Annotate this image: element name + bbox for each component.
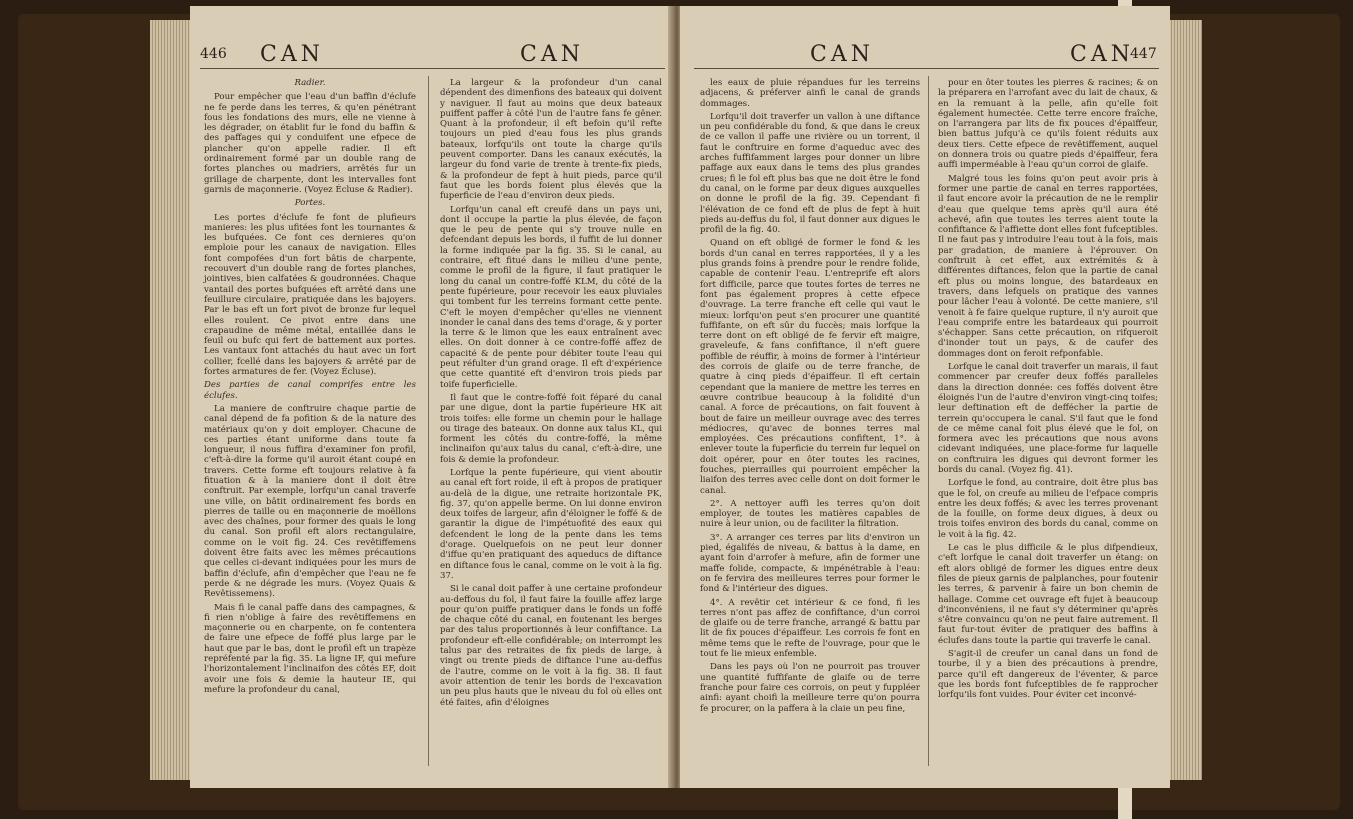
right-page-number: 447 (1130, 46, 1157, 62)
right-column-rule (928, 76, 929, 766)
paragraph: 2°. A nettoyer auffi les terres qu'on doit employer, de toutes les matières capables de nuire à leur union, ou de faciliter la filtration. (700, 498, 920, 530)
right-running-head-1: CAN (810, 42, 874, 67)
section-subtitle: Des parties de canal comprifes entre les éclufes. (204, 380, 416, 401)
right-column-1 (700, 78, 920, 717)
left-page-number: 446 (200, 46, 227, 62)
paragraph: pour en ôter toutes les pierres & racines; & on la préparera en l'arrofant avec du lait de chaux, & en la remuant à la pelle, afin qu'elle foit également humectée. Cette terre encore fraîche, on l'arrangera par lits de fix pouces d'épaiffeur, bien battus jufqu'à ce qu'ils foient réduits aux deux tiers. Cette efpece de revêtiffement, auquel on donnera trois ou quatre pieds d'épaiffeur, fera auffi imperméable à l'eau qu'un corroi de glaife. (938, 78, 1158, 171)
paragraph: 4°. A revêtir cet intérieur & ce fond, fi les terres n'ont pas affez de confiftance, d'un corroi de glaife ou de terre franche, arrangé & battu par lit de fix pouces d'épaiffeur. Les corrois fe font en même tems que le refte de l'ouvrage, pour que le tout fe lie mieux enfemble. (700, 597, 920, 660)
paragraph: Malgré tous les foins qu'on peut avoir pris à former une partie de canal en terres rapportées, il faut encore avoir la précaution de ne le remplir d'eau que quelque tems après qu'il aura été achevé, afin que toutes les terres aient toute la confiftance & l'affiette dont elles font fufceptibles. Il ne faut pas y introduire l'eau tout à la fois, mais par gradation, de maniere à l'éprouver. On conftruit à cet effet, aux extrémités & à différentes diftances, felon que la partie de canal eft plus ou moins longue, des batardeaux en travers, dans lefquels on pratique des vannes pour lâcher l'eau à volonté. De cette maniere, s'il venoit à fe faire quelque rupture, il n'y auroit que l'eau comprife entre les batardeaux qui pourroit s'échapper. Sans cette précaution, on rifqueroit d'inonder tout un pays, & de caufer des dommages dont on feroit refponfable. (938, 173, 1158, 359)
section-title: Radier. (294, 78, 326, 88)
paragraph: Il faut que le contre-foffé foit féparé du canal par une digue, dont la partie fupérieure HK ait trois toifes: elle forme un chemin pour le hallage ou tirage des bateaux. On donne aux talus KL, qui forment les côtés du contre-foffé, la même inclinaifon qu'aux talus du canal, c'eft-à-dire, une fois & demie la profondeur. (440, 392, 662, 465)
section-title: Portes. (294, 198, 326, 209)
paragraph: Quand on eft obligé de former le fond & les bords d'un canal en terres rapportées, il y a les plus grands foins à prendre pour le rendre folide, capable de contenir l'eau. L'entreprife eft alors fort difficile, parce que toutes fortes de terres ne font pas également propres à cette efpece d'ouvrage. La terre franche eft celle qui vaut le mieux: lorfqu'on peut s'en procurer une quantité fuffifante, on eft sûr du fuccès; mais lorfque la terre dont on eft obligé de fe fervir eft maigre, graveleufe, & fans confiftance, il n'eft guere poffible de réuffir, à moins de former à l'intérieur des corrois de glaife ou de terre franche, de quatre à cinq pieds d'épaiffeur. Il eft certain cependant que la maniere de mettre les terres en œuvre contribue beaucoup à la folidité d'un canal. A force de précautions, on fait fouvent à bout de faire un meilleur ouvrage avec des terres médiocres, qu'avec de bonnes terres mal employées. Ces précautions confiftent, 1°. à enlever toute la fuperficie du terrein fur lequel on doit opérer, pour en ôter toutes les racines, fouches, pierrailles qui pourroient empêcher la liaifon des terres avec celle dont on doit former le canal. (700, 238, 920, 496)
paragraph: les eaux de pluie répandues fur les terreins adjacens, & préferver ainfi le canal de grands dommages. (700, 78, 920, 109)
right-page-edges (1168, 20, 1202, 780)
paragraph: Lorfque le fond, au contraire, doit être plus bas que le fol, on creufe au milieu de l'efpace compris entre les deux foffés; & avec les terres provenant de la fouille, on forme deux digues, à deux ou trois toifes environ des bords du canal, comme on le voit à la fig. 42. (938, 478, 1158, 540)
left-running-head-2: CAN (520, 42, 584, 67)
paragraph: La largeur & la profondeur d'un canal dépendent des dimenfions des bateaux qui doivent y naviguer. Il faut au moins que deux bateaux puiffent paffer à côté l'un de l'autre fans fe gêner. Quant à la profondeur, il eft befoin qu'il refte toujours un pied d'eau fous les plus grands bateaux, lorfqu'ils ont toute la charge qu'ils peuvent comporter. Dans les canaux exécutés, la largeur du fond varie de trente à trente-fix pieds, & la profondeur de fept à huit pieds, parce qu'il faut que les bords foient plus élevés que la fuperficie de l'eau d'environ deux pieds. (440, 78, 662, 202)
right-column-2 (938, 78, 1158, 704)
paragraph: Mais fi le canal paffe dans des campagnes, & fi rien n'oblige à faire des revêtiffemens en maçonnerie ou en charpente, on fe contentera de faire une efpece de foffé plus large par le haut que par le bas, dont le profil eft un trapèze repréfenté par la fig. 35. La ligne IF, qui mefure l'horizontalement l'inclinaifon des côtés EF, doit avoir une fois & demie la hauteur IE, qui mefure la profondeur du canal, (204, 602, 416, 695)
paragraph: 3°. A arranger ces terres par lits d'environ un pied, égalifés de niveau, & battus à la dame, en ayant foin d'arrofer à mefure, afin de former une maffe folide, compacte, & impénétrable à l'eau: on fe fervira des meilleures terres pour former le fond & l'intérieur des digues. (700, 532, 920, 595)
left-column-2 (440, 78, 662, 711)
left-page (190, 6, 675, 788)
paragraph: Dans les pays où l'on ne pourroit pas trouver une quantité fuffifante de glaife ou de terre franche pour faire ces corrois, on peut y fuppléer ainfi: ayant choifi la meilleure terre qu'on pourra fe procurer, on la paffera à la claie un peu fine, (700, 662, 920, 714)
left-column-rule (428, 76, 429, 766)
paragraph: Si le canal doit paffer à une certaine profondeur au-deffous du fol, il faut faire la fouille affez large pour qu'on puiffe pratiquer dans le fonds un foffé de chaque côté du canal, en foutenant les berges par des talus proportionnés à leur confiftance. La profondeur eft-elle confidérable; on interrompt les talus par des retraites de fix pieds de large, à vingt ou trente pieds de diftance l'une au-deffus de l'autre, comme on le voit à la fig. 38. Il faut avoir attention de tenir les bords de l'excavation un peu plus hauts que le niveau du fol où elles ont été faites, afin d'éloignes (440, 584, 662, 708)
right-page (680, 6, 1170, 788)
paragraph: Lorfqu'un canal eft creufé dans un pays uni, dont il occupe la partie la plus élevée, de façon que le peu de pente qui s'y trouve nulle en defcendant depuis les bords, il fuffit de lui donner la forme indiquée par la fig. 35. Si le canal, au contraire, eft fitué dans le milieu d'une pente, comme le profil de la figure, il faut pratiquer le long du canal un contre-foffé KLM, du côté de la pente fupérieure, pour recevoir les eaux pluviales qui tombent fur les terreins formant cette pente. C'eft le moyen d'empêcher qu'elles ne viennent inonder le canal dans des tems d'orage, & y porter la terre & le limon que les eaux entraînent avec elles. On doit donner à ce contre-foffé affez de capacité & de pente pour débiter toute l'eau qui peut réfulter d'un grand orage. Il eft d'expérience que cette quantité eft d'environ trois pieds par toife fuperficielle. (440, 204, 662, 390)
paragraph: S'agit-il de creufer un canal dans un fond de tourbe, il y a bien des précautions à prendre, parce qu'il eft dangereux de l'éventer, & parce que les bords font fufceptibles de fe rapprocher lorfqu'ils font vuides. Pour éviter cet inconvé- (938, 649, 1158, 701)
left-page-edges (150, 20, 192, 780)
left-column-1 (204, 78, 416, 698)
paragraph: Le cas le plus difficile & le plus difpendieux, c'eft lorfque le canal doit traverfer un étang: on eft alors obligé de former les digues entre deux files de pieux garnis de palplanches, pour foutenir les terres, & parvenir à faire un bon chemin de hallage. Comme cet ouvrage eft fujet à beaucoup d'inconvéniens, il ne faut s'y déterminer qu'après s'être convaincu qu'on ne peut faire autrement. Il faut fur-tout éviter de pratiquer des baffins à éclufes dans toute la partie qui traverfe le canal. (938, 543, 1158, 646)
paragraph: Les portes d'éclufe fe font de plufieurs manieres: les plus ufitées font les tournantes & les bufquées. Ce font ces dernieres qu'on emploie pour les canaux de navigation. Elles font compofées d'un fort bâtis de charpente, recouvert d'un double rang de fortes planches, jointives, bien calfatées & goudronnées. Chaque vantail des portes bufquées eft arrêté dans une feuillure circulaire, pratiquée dans les bajoyers. Par le bas eft un fort pivot de bronze fur lequel elles roulent. Ce pivot entre dans une crapaudine de même métal, entaillée dans le feuil ou bufc qui fert de battement aux portes. Les vantaux font attachés du haut avec un fort collier, fcellé dans les bajoyers & arrêté par de fortes armatures de fer. (Voyez Écluse). (204, 212, 416, 378)
paragraph: Lorfque le canal doit traverfer un marais, il faut commencer par creufer deux foffés paralleles dans la direction donnée: ces foffés doivent être éloignés l'un de l'autre d'environ vingt-cinq toifes; leur deftination eft de deffécher la partie de terrein qu'occupera le canal. S'il faut que le fond de ce même canal foit plus élevé que le fol, on formera avec les précautions que nous avons cidevant indiquées, une place-forme fur laquelle on conftruira les digues qui devront former les bords du canal. (Voyez fig. 41). (938, 362, 1158, 475)
left-header-rule (200, 68, 665, 69)
left-running-head-1: CAN (260, 42, 324, 67)
paragraph: La maniere de conftruire chaque partie de canal dépend de fa pofition & de la nature des matériaux qu'on y doit employer. Chacune de ces parties étant uniforme dans toute fa longueur, il nous fuffira d'examiner fon profil, c'eft-à-dire la forme qu'il auroit étant coupé en travers. Cette forme eft toujours relative à fa fituation & à la maniere dont il doit être conftruit. Par exemple, lorfqu'un canal traverfe une ville, on bâtit ordinairement fes bords en pierres de taille ou en maçonnerie de moëllons avec des chaînes, pour former des quais le long du canal. Son profil eft alors rectangulaire, comme on le voit fig. 24. Ces revêtiffemens doivent être faits avec les mêmes précautions que celles ci-devant indiquées pour les murs de baffin d'éclufe, afin d'empêcher que l'eau ne fe perde & ne dégrade les murs. (Voyez Quais & Revêtissemens). (204, 403, 416, 600)
right-running-head-2: CAN (1070, 42, 1134, 67)
paragraph: Lorfqu'il doit traverfer un vallon à une diftance un peu confidérable du fond, & que dans le creux de ce vallon il paffe une rivière ou un torrent, il faut le conftruire en forme d'aqueduc avec des arches fuffifamment larges pour donner un libre paffage aux eaux dans le tems des plus grandes crues; fi le fol eft plus bas que ne doit être le fond du canal, on le forme par deux digues auxquelles on donne le profil de la fig. 39. Cependant fi l'élévation de ce fond eft de plus de fept à huit pieds au-deffus du fol, il faut donner aux digues le profil de la fig. 40. (700, 111, 920, 236)
paragraph: Lorfque la pente fupérieure, qui vient aboutir au canal eft fort roide, il eft à propos de pratiquer au-delà de la digue, une retraite horizontale PK, fig. 37, qu'on appelle berme. On lui donne environ deux toifes de largeur, afin d'éloigner le foffé & de garantir la digue de l'impétuofité des eaux qui defcendent le long de la pente dans les tems d'orage. Quelquefois on ne peut leur donner d'iffue qu'en pratiquant des aqueducs de diftance en diftance fous le canal, comme on le voit à la fig. 37. (440, 467, 662, 581)
right-header-rule (694, 68, 1159, 69)
paragraph: Pour empêcher que l'eau d'un baffin d'éclufe ne fe perde dans les terres, & qu'en pénétrant fous les fondations des murs, elle ne vienne à les dégrader, on établit fur le fond du baffin & des paffages qui y conduifent une efpece de plancher qu'on appelle radier. Il eft ordinairement formé par un double rang de fortes planches ou madriers, arrêtés fur un grillage de charpente, dont les intervalles font garnis de maçonnerie. (Voyez Écluse & Radier). (204, 92, 416, 195)
